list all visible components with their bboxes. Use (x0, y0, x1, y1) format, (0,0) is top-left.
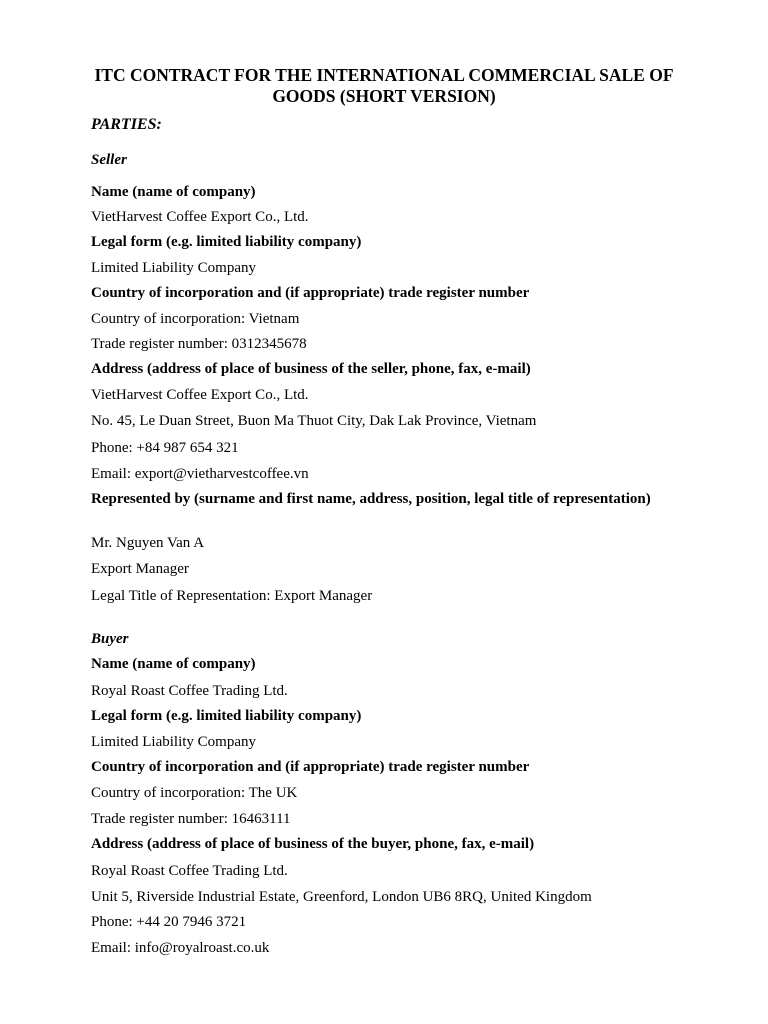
buyer-legal-form-value: Limited Liability Company (91, 734, 256, 750)
buyer-country-label: Country of incorporation and (if appropriate) trade register number (91, 759, 530, 775)
buyer-address-label: Address (address of place of business of the buyer, phone, fax, e-mail) (91, 836, 535, 852)
seller-rep-name: Mr. Nguyen Van A (91, 535, 205, 551)
buyer-trade-register-value: Trade register number: 16463111 (91, 811, 291, 827)
seller-rep-legal-title: Legal Title of Representation: Export Manager (91, 588, 373, 604)
seller-address-company: VietHarvest Coffee Export Co., Ltd. (91, 387, 309, 403)
seller-legal-form-label: Legal form (e.g. limited liability company) (91, 234, 362, 250)
buyer-address-company: Royal Roast Coffee Trading Ltd. (91, 863, 288, 879)
buyer-email: Email: info@royalroast.co.uk (91, 940, 270, 956)
buyer-name-value: Royal Roast Coffee Trading Ltd. (91, 683, 288, 699)
seller-name-label: Name (name of company) (91, 184, 256, 200)
buyer-country-value: Country of incorporation: The UK (91, 785, 298, 801)
seller-email: Email: export@vietharvestcoffee.vn (91, 466, 309, 482)
buyer-address-street: Unit 5, Riverside Industrial Estate, Greenford, London UB6 8RQ, United Kingdom (91, 889, 592, 905)
seller-heading: Seller (91, 152, 127, 168)
seller-legal-form-value: Limited Liability Company (91, 260, 256, 276)
buyer-phone: Phone: +44 20 7946 3721 (91, 914, 247, 930)
seller-rep-position: Export Manager (91, 561, 189, 577)
seller-country-value: Country of incorporation: Vietnam (91, 311, 300, 327)
seller-represented-label: Represented by (surname and first name, address, position, legal title of representation) (91, 491, 651, 507)
seller-trade-register-value: Trade register number: 0312345678 (91, 336, 307, 352)
seller-address-label: Address (address of place of business of the seller, phone, fax, e-mail) (91, 361, 531, 377)
document-title: ITC CONTRACT FOR THE INTERNATIONAL COMMERCIAL SALE OF GOODS (SHORT VERSION) (94, 65, 674, 106)
parties-heading: PARTIES: (91, 116, 162, 133)
buyer-legal-form-label: Legal form (e.g. limited liability company) (91, 708, 362, 724)
seller-phone: Phone: +84 987 654 321 (91, 440, 239, 456)
seller-country-label: Country of incorporation and (if appropriate) trade register number (91, 285, 530, 301)
seller-name-value: VietHarvest Coffee Export Co., Ltd. (91, 209, 309, 225)
seller-address-street: No. 45, Le Duan Street, Buon Ma Thuot City, Dak Lak Province, Vietnam (91, 413, 537, 429)
buyer-name-label: Name (name of company) (91, 656, 256, 672)
buyer-heading: Buyer (91, 631, 129, 647)
